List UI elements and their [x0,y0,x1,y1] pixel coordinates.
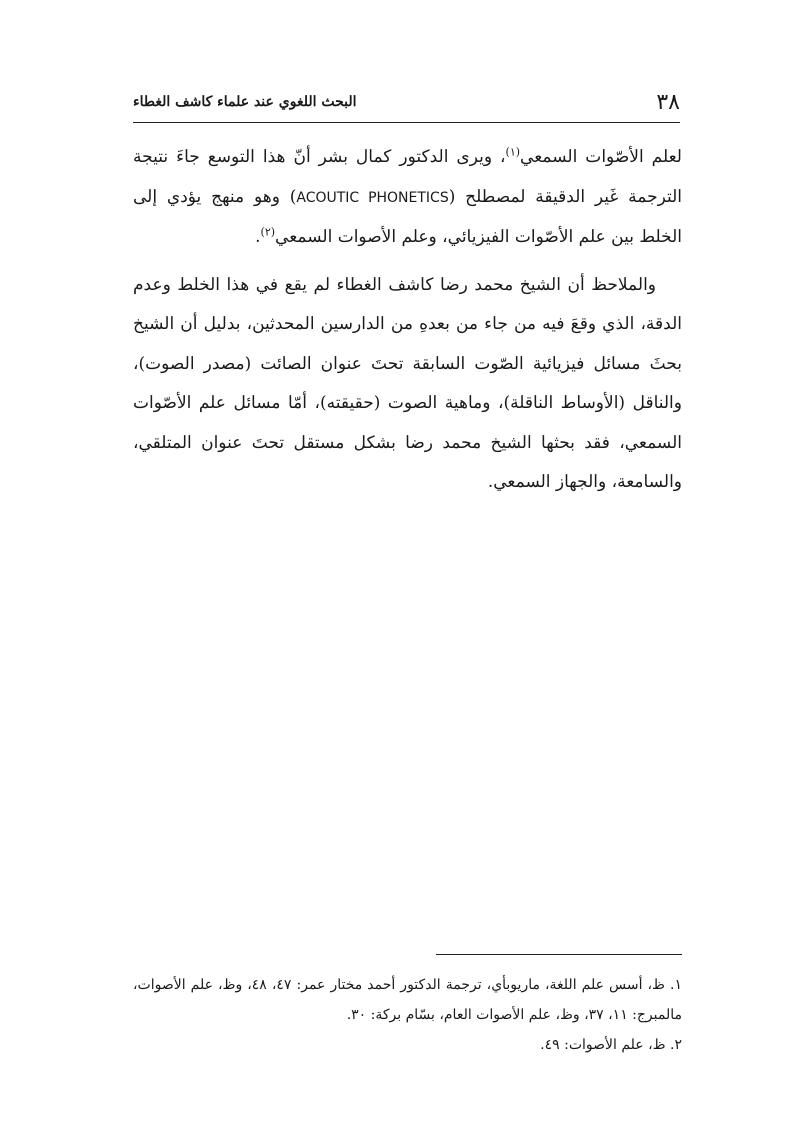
page-number: ٣٨ [656,90,680,115]
footnote-ref-1: (١) [505,145,521,159]
footnote-1: ١. ظ، أسس علم اللغة، ماريوبأي، ترجمة الدكتور أحمد مختار عمر: ٤٧، ٤٨، وظ، علم الأصوات، مالمبرج: ١١، ٣٧، وظ، علم الأصوات العام، بسّام بركة: ٣٠. [133,977,683,1023]
footnote-2: ٢. ظ، علم الأصوات: ٤٩. [540,1037,682,1053]
running-header [133,84,680,124]
footnotes [133,970,682,1060]
paragraph-1 [133,138,682,258]
body-text [133,138,682,503]
header-rule [133,122,680,123]
paragraph-1-part-1: لعلم الأصّوات السمعي [520,147,682,167]
latin-term: ACOUTIC PHONETICS [296,189,449,206]
footnote-ref-2: (٢) [260,225,276,239]
running-title: البحث اللغوي عند علماء كاشف الغطاء [133,94,357,110]
paragraph-1-part-2: ، ويرى الدكتور كمال بشر أنّ هذا التوسع جاءَ نتيجة الترجمة غَير الدقيقة لمصطلح ( [133,147,682,207]
paragraph-2: والملاحظ أن الشيخ محمد رضا كاشف الغطاء لم يقع في هذا الخلط وعدم الدقة، الذي وقعَ فيه من جاء من بعدهِ من الدارسين المحدثين، بدليل أن الشيخ بحثَ مسائل فيزيائية الصّوت السابقة تحتَ عنوان الصائت (مصدر الصوت)، والناقل (الأوساط الناقلة)، وماهية الصوت (حقيقته)، أمّا مسائل علم الأصّوات السمعي، فقد بحثها الشيخ محمد رضا بشكل مستقل تحتَ عنوان المتلقي، والسامعة، والجهاز السمعي. [133,274,682,492]
footnote-separator [436,954,682,955]
paragraph-1-part-3: ) وهو منهج يؤدي إلى الخلط بين علم الأصّوات الفيزيائي، وعلم الأصوات السمعي [133,186,682,247]
paragraph-1-part-4: . [255,227,261,247]
